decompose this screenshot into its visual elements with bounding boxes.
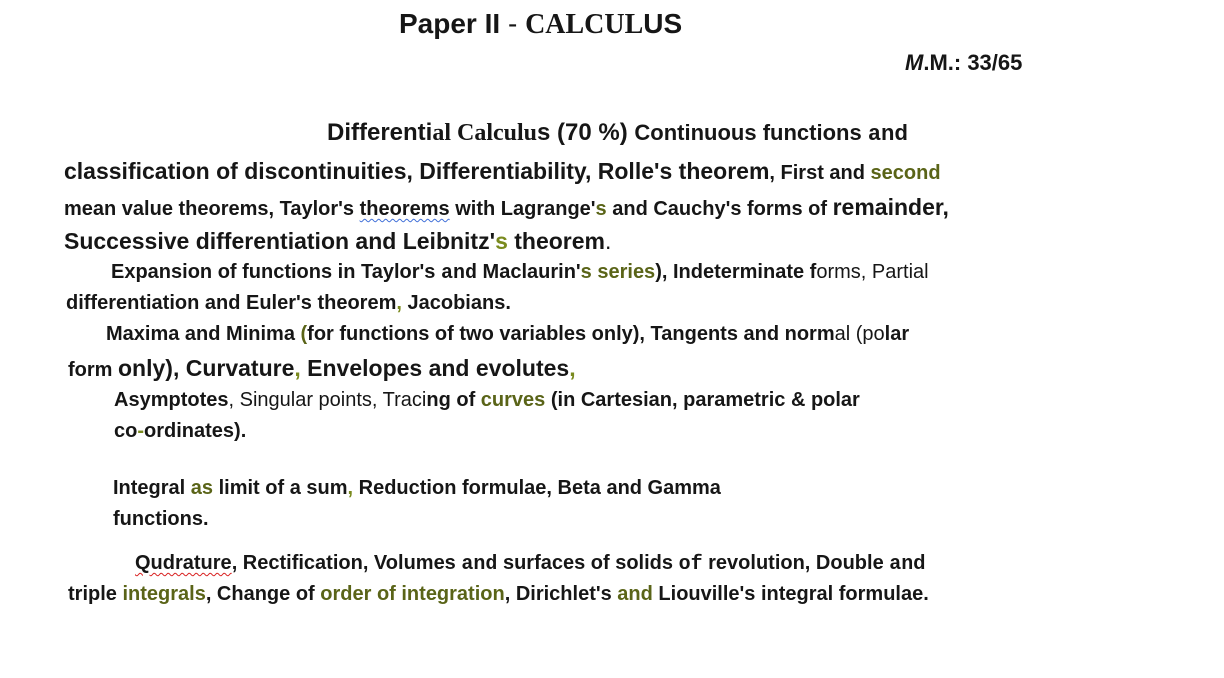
syllabus-line-3 (64, 194, 949, 221)
text-run: and (440, 262, 477, 285)
syllabus-line-5 (111, 261, 929, 285)
max-marks-italic: M (905, 50, 924, 75)
text-run: form (68, 359, 118, 381)
text-run: , First and (769, 162, 871, 184)
page-title (399, 8, 682, 41)
syllabus-line-6 (66, 292, 511, 315)
text-run: Liouville's integral formulae. (652, 583, 929, 605)
text-run: curves (480, 389, 546, 411)
text-run: a (867, 122, 882, 147)
spellcheck-underlined-word: theorems (359, 198, 450, 220)
text-run: ), Indeterminate f (655, 261, 817, 283)
text-run: (in Cartesian, parametric & polar (545, 389, 860, 411)
text-run: . (605, 228, 612, 254)
text-run: - (137, 420, 145, 442)
text-run: Reduction formulae, Beta and Gamma (353, 477, 721, 499)
syllabus-line-10 (114, 420, 246, 443)
text-run: ( (300, 323, 308, 345)
text-run: Jacobians. (401, 292, 511, 314)
syllabus-line-14 (68, 583, 929, 606)
text-run: and (617, 583, 653, 605)
text-run: , Rectification, Volumes (231, 552, 462, 574)
syllabus-line-12 (113, 508, 209, 531)
title-separator: - (500, 8, 526, 39)
text-run: for functions of two variables only), Tangents and norm (307, 323, 835, 345)
text-run: mean value theorems, Taylor's (64, 198, 360, 220)
text-run: orms, Partial (816, 261, 929, 283)
text-run: , Singular points, Traci (228, 389, 427, 411)
text-run: Successive differentiation and Leibnitz' (64, 228, 496, 254)
title-subject-sans: US (643, 8, 683, 39)
text-run: , Dirichlet's (504, 583, 618, 605)
syllabus-line-8 (68, 355, 576, 382)
text-run: Envelopes and evolutes (300, 355, 570, 381)
text-run: , Change of (205, 583, 321, 605)
spellcheck-underlined-word: Qudrature (135, 552, 232, 574)
max-marks (905, 50, 1022, 76)
text-run: theorem (507, 228, 605, 254)
text-run: Maclaurin' (477, 261, 581, 283)
max-marks-value: .M.: 33/65 (923, 50, 1023, 75)
text-run: s series (580, 261, 656, 283)
syllabus-line-13 (135, 552, 925, 576)
syllabus-line-7 (106, 323, 909, 346)
text-run: s (595, 198, 607, 220)
text-run: nd (881, 120, 908, 145)
text-run: ng of (426, 389, 481, 411)
text-run: limit of a sum (213, 477, 348, 499)
text-run: an (889, 553, 914, 576)
syllabus-line-11 (113, 477, 721, 500)
text-run: and (461, 553, 498, 576)
text-run: Asymptotes (114, 389, 229, 411)
text-run: Integral (113, 477, 191, 499)
title-paper: Paper II (399, 8, 501, 39)
syllabus-line-9 (114, 389, 860, 412)
text-run: d (913, 552, 926, 574)
text-run: of (678, 553, 703, 576)
text-run: functions. (113, 508, 209, 530)
syllabus-line-1 (327, 119, 908, 147)
text-run: only), Curvature (118, 355, 295, 381)
text-run: , (347, 477, 354, 499)
text-run: al Calculu (432, 120, 538, 146)
text-run: Expansion of functions in Taylor's (111, 261, 441, 283)
text-run: with Lagrange' (449, 198, 596, 220)
text-run: Continuous functions (634, 120, 868, 145)
text-run: s (495, 228, 508, 254)
text-run: second (870, 162, 941, 184)
text-run: as (190, 477, 214, 499)
text-run: lar (884, 323, 910, 345)
syllabus-line-4 (64, 228, 611, 255)
text-run: surfaces of solids (497, 552, 679, 574)
title-subject-serif: CALCUL (525, 9, 644, 40)
text-run: al (po (834, 323, 885, 345)
text-run: order of integration (320, 583, 505, 605)
syllabus-line-2 (64, 158, 941, 185)
text-run: , (396, 292, 402, 314)
text-run: classification of discontinuities, Differentiability, Rolle's theorem (64, 158, 770, 184)
text-run: s (70 %) (537, 119, 635, 146)
text-run: , (569, 355, 576, 381)
text-run: revolution, Double (702, 552, 890, 574)
text-run: Differenti (327, 119, 433, 146)
text-run: , (294, 355, 301, 381)
text-run: co (114, 420, 138, 442)
text-run: Maxima and Minima (106, 323, 301, 345)
text-run: and Cauchy's forms of (606, 198, 833, 220)
text-run: triple (68, 583, 123, 605)
text-run: remainder, (832, 194, 949, 220)
text-run: differentiation and Euler's theorem (66, 292, 397, 314)
text-run: integrals (122, 583, 206, 605)
text-run: ordinates). (144, 420, 247, 442)
